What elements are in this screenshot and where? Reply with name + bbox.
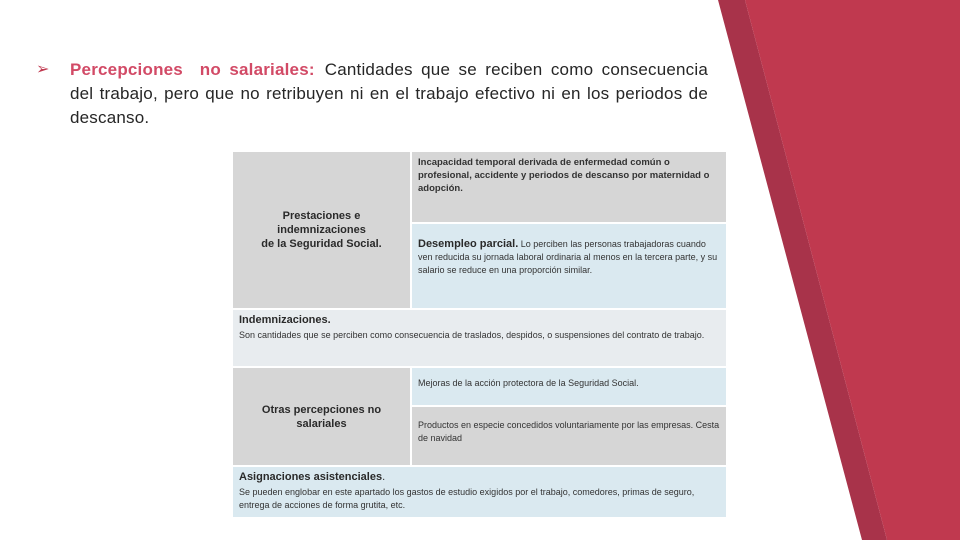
bullet-body: Cantidades que se reciben como consecuencia del trabajo, pero que no retribuyen ni en el trabajo efectivo ni en los periodos de descanso. [70, 60, 708, 127]
asignaciones-text: Se pueden englobar en este apartado los gastos de estudio exigidos por el trabajo, comedores, primas de seguro, entrega de acciones de forma grutita, etc. [239, 487, 695, 510]
asignaciones-cell [232, 466, 727, 518]
table-row [232, 151, 727, 223]
prestaciones-label-line2: indemnizaciones [277, 224, 366, 236]
asignaciones-title-suffix: . [382, 471, 386, 483]
bullet-text [70, 58, 708, 130]
otras-header-cell [232, 367, 411, 466]
prestaciones-label-line1: Prestaciones e [282, 210, 361, 222]
indemnizaciones-title: Indemnizaciones. [239, 314, 331, 326]
table-row [232, 367, 727, 406]
bullet-paragraph [36, 58, 708, 130]
prestaciones-label-line3: de la Seguridad Social. [261, 238, 382, 250]
desempleo-title: Desempleo parcial. [418, 238, 519, 250]
desempleo-cell [411, 223, 727, 309]
productos-cell: Productos en especie concedidos voluntariamente por las empresas. Cesta de navidad [411, 406, 727, 466]
asignaciones-title: Asignaciones asistenciales [239, 471, 383, 483]
perceptions-table [231, 150, 728, 519]
table-row [232, 466, 727, 518]
otras-label-line1: Otras percepciones no [261, 403, 382, 416]
desempleo-text: Lo perciben las personas trabajadoras cuando ven reducida su jornada laboral ordinaria al menos en la tercera parte, y su salario se reduce en una proporción similar. [418, 239, 718, 275]
indemnizaciones-text: Son cantidades que se perciben como consecuencia de traslados, despidos, o suspensiones del contrato de trabajo. [239, 330, 705, 340]
bullet-arrow-icon: ➢ [36, 61, 50, 78]
otras-label-line2: salariales [296, 417, 347, 430]
incapacidad-cell: Incapacidad temporal derivada de enfermedad común o profesional, accidente y periodos de descanso por maternidad o adopción. [411, 151, 727, 223]
mejoras-cell: Mejoras de la acción protectora de la Seguridad Social. [411, 367, 727, 406]
indemnizaciones-cell [232, 309, 727, 367]
prestaciones-header-cell [232, 151, 411, 309]
asignaciones-heading [239, 471, 720, 484]
table-row [232, 309, 727, 367]
bullet-lead: Percepciones no salariales: [70, 60, 315, 79]
